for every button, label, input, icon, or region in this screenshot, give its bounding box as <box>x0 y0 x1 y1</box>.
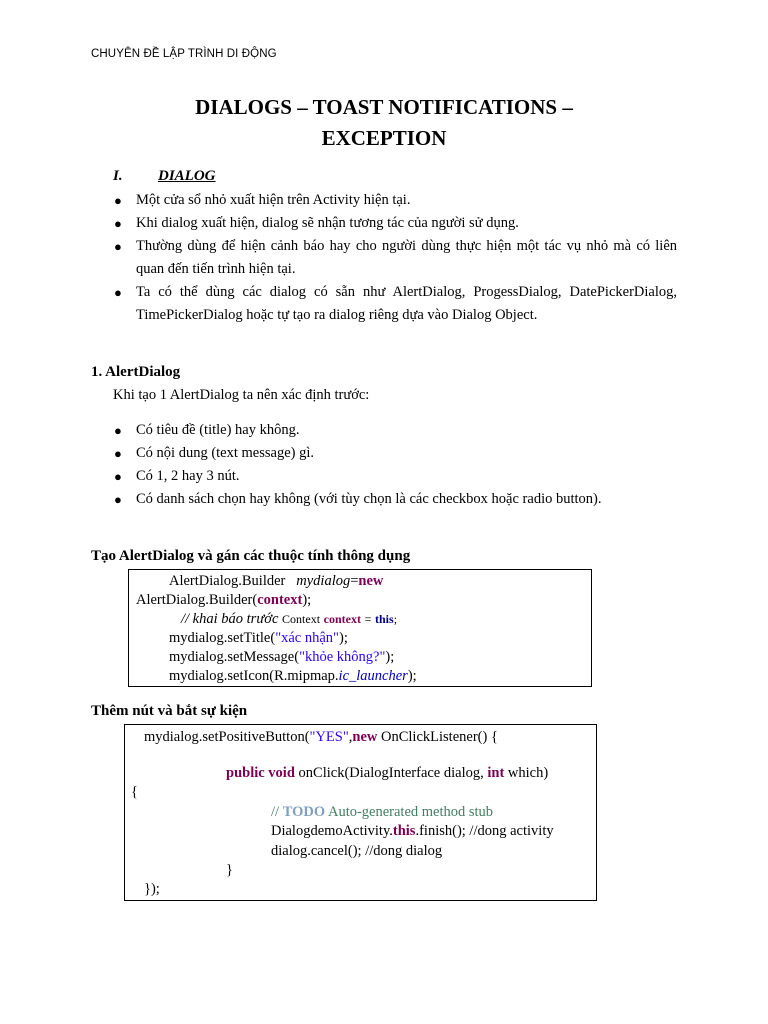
code-line: mydialog.setTitle("xác nhận"); <box>169 630 348 646</box>
bullet-icon: ● <box>114 492 122 507</box>
dialog-bullet-list <box>113 189 677 327</box>
code-block-add-button <box>124 724 597 901</box>
running-header: CHUYÊN ĐỀ LẬP TRÌNH DI ĐỘNG <box>91 48 277 60</box>
bullet-icon: ● <box>114 423 122 438</box>
code-line: // TODO Auto-generated method stub <box>271 804 494 820</box>
bullet-icon: ● <box>114 239 122 254</box>
code-line: }); <box>144 881 160 897</box>
page-title-line-2: EXCEPTION <box>321 126 447 150</box>
bullet-icon: ● <box>114 446 122 461</box>
list-item: ● Ta có thể dùng các dialog có sẵn như AlertDialog, ProgessDialog, DatePickerDialog, TimePickerDialog hoặc tự tạo ra dialog riêng dựa vào Dialog Object. <box>113 281 677 327</box>
list-item: ● Có danh sách chọn hay không (với tùy chọn là các checkbox hoặc radio button). <box>113 488 677 511</box>
list-item: ● Khi dialog xuất hiện, dialog sẽ nhận tương tác của người sử dụng. <box>113 212 677 235</box>
code-line: public void onClick(DialogInterface dialog, int which) <box>226 765 549 781</box>
code-line: dialog.cancel(); //dong dialog <box>271 843 443 859</box>
section-heading <box>113 168 216 185</box>
code-line: mydialog.setPositiveButton("YES",new OnClickListener() { <box>144 729 498 745</box>
alertdialog-intro: Khi tạo 1 AlertDialog ta nên xác định trước: <box>113 387 370 403</box>
section-number: I. <box>113 168 123 184</box>
list-item: ● Có 1, 2 hay 3 nút. <box>113 465 677 488</box>
code-line: DialogdemoActivity.this.finish(); //dong activity <box>271 823 554 839</box>
bullet-icon: ● <box>114 469 122 484</box>
code-line: AlertDialog.Builder mydialog=new <box>169 573 384 589</box>
page-title-line-1: DIALOGS – TOAST NOTIFICATIONS – <box>195 95 573 119</box>
section-label: DIALOG <box>158 168 216 184</box>
add-button-heading: Thêm nút và bắt sự kiện <box>91 703 248 719</box>
alertdialog-heading: 1. AlertDialog <box>91 364 181 380</box>
code-line: mydialog.setIcon(R.mipmap.ic_launcher); <box>169 668 417 684</box>
create-alertdialog-heading: Tạo AlertDialog và gán các thuộc tính thông dụng <box>91 548 411 564</box>
code-line: { <box>131 784 138 800</box>
list-item: ● Có tiêu đề (title) hay không. <box>113 419 677 442</box>
page-title <box>0 92 768 154</box>
list-item: ● Một cửa sổ nhỏ xuất hiện trên Activity hiện tại. <box>113 189 677 212</box>
code-line: } <box>226 862 233 878</box>
bullet-icon: ● <box>114 193 122 208</box>
code-line: mydialog.setMessage("khỏe không?"); <box>169 649 395 665</box>
list-item: ● Thường dùng để hiện cảnh báo hay cho người dùng thực hiện một tác vụ nhỏ mà có liên quan đến tiến trình hiện tại. <box>113 235 677 281</box>
code-block-create-dialog <box>128 569 592 687</box>
bullet-icon: ● <box>114 216 122 231</box>
code-line: // khai báo trước Context context = this; <box>181 611 398 627</box>
list-item: ● Có nội dung (text message) gì. <box>113 442 677 465</box>
bullet-icon: ● <box>114 285 122 300</box>
code-line: AlertDialog.Builder(context); <box>136 592 312 608</box>
alertdialog-bullet-list <box>113 419 677 511</box>
